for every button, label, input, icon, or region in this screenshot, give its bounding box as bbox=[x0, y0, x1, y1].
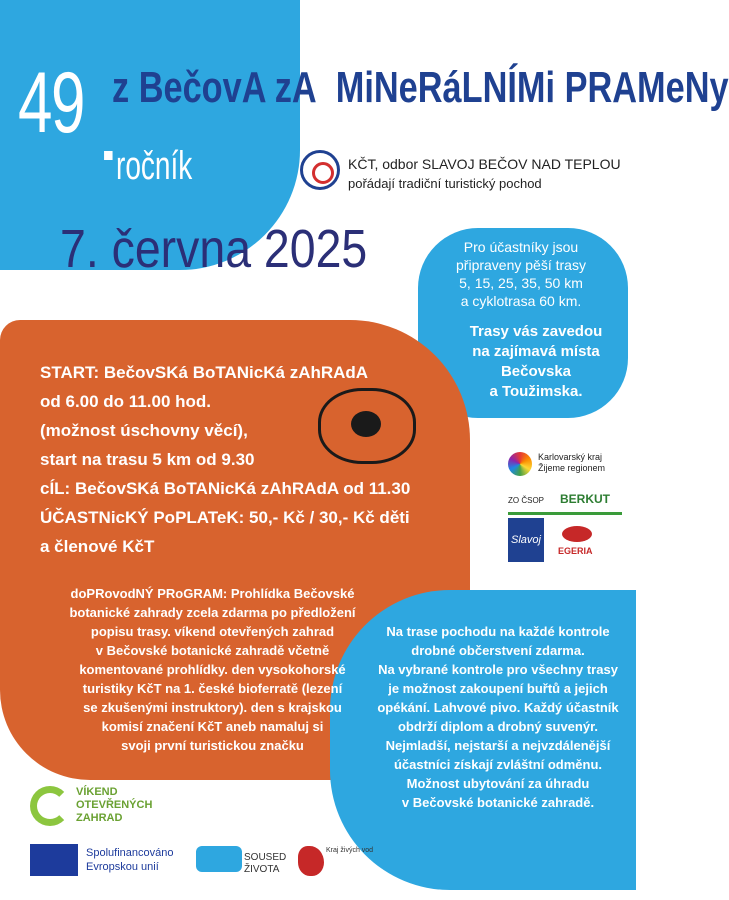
program-line: se zkušenými instruktory). den s krajskou bbox=[83, 700, 342, 715]
kct-club-logo-icon bbox=[300, 150, 340, 190]
routes-bold-line: Bečovska bbox=[500, 363, 572, 380]
kraj-zivych-vod-label: Kraj živých vod bbox=[326, 847, 374, 854]
program-line: v Bečovské botanické zahradě včetně bbox=[95, 643, 330, 658]
title-part1: z BečovA zA bbox=[112, 63, 317, 112]
edition-number: 49 bbox=[18, 55, 85, 151]
routes-line: a cyklotrasa 60 km. bbox=[460, 293, 582, 309]
kraj-zivych-vod-logo-icon bbox=[298, 846, 324, 876]
route-services-info bbox=[360, 622, 636, 812]
routes-bold-line: a Toužimska. bbox=[489, 383, 583, 400]
vikend-line: OTEVŘENÝCH bbox=[76, 799, 153, 811]
routes-bold-line: na zajímavá místa bbox=[472, 343, 600, 360]
service-line: Na trase pochodu na každé kontrole bbox=[386, 624, 610, 639]
vikend-zahrad-label bbox=[76, 786, 152, 825]
eu-line: Spolufinancováno bbox=[86, 847, 174, 859]
info-line: ÚČASTNicKÝ PoPLATeK: 50,- Kč / 30,- Kč děti bbox=[40, 508, 410, 527]
kv-line: Žijeme regionem bbox=[538, 463, 606, 473]
info-line: start na trasu 5 km od 9.30 bbox=[40, 450, 255, 469]
kv-line: Karlovarský kraj bbox=[538, 452, 603, 462]
info-line: START: BečovSKá BoTANicKá zAhRAdA bbox=[40, 363, 369, 382]
vikend-line: ZAHRAD bbox=[76, 812, 123, 824]
start-finish-info bbox=[40, 358, 470, 561]
soused-zivota-logo-icon bbox=[196, 846, 242, 872]
karlovarsky-kraj-logo-icon bbox=[508, 452, 532, 476]
karlovarsky-kraj-label bbox=[538, 452, 605, 474]
soused-line: SOUSED bbox=[244, 852, 287, 863]
berkut-prefix: ZO ČSOP bbox=[508, 496, 545, 505]
routes-info bbox=[426, 238, 616, 310]
egeria-logo-icon bbox=[562, 526, 592, 542]
event-date: 7. června 2025 bbox=[60, 219, 368, 279]
service-line: Možnost ubytování za úhradu bbox=[406, 776, 590, 791]
service-line: opékání. Lahvové pivo. Každý účastník bbox=[377, 700, 619, 715]
organizer-line1: KČT, odbor SLAVOJ BEČOV NAD TEPLOU bbox=[348, 156, 621, 172]
program-line: komisí značení KčT aneb namaluj si bbox=[101, 719, 324, 734]
info-line: (možnost úschovny věcí), bbox=[40, 421, 248, 440]
info-line: od 6.00 do 11.00 hod. bbox=[40, 392, 211, 411]
service-line: Nejmladší, nejstarší a nejvzdálenější bbox=[385, 738, 611, 753]
program-line: turistiky KčT na 1. české bioferratě (lezení bbox=[82, 681, 343, 696]
program-line: svoji první turistickou značku bbox=[121, 738, 304, 753]
berkut-label: BERKUT bbox=[560, 492, 610, 506]
vikend-line: VÍKEND bbox=[76, 786, 118, 798]
service-line: obdrží diplom a drobný suvenýr. bbox=[397, 719, 599, 734]
service-line: Na vybrané kontrole pro všechny trasy bbox=[378, 662, 618, 677]
edition-dot: . bbox=[100, 106, 117, 173]
eu-line: Evropskou unií bbox=[86, 861, 159, 873]
program-line: doPRovodNÝ PRoGRAM: Prohlídka Bečovské bbox=[70, 586, 355, 601]
program-info bbox=[40, 584, 385, 755]
service-line: v Bečovské botanické zahradě. bbox=[401, 795, 595, 810]
eu-flag-icon bbox=[30, 844, 78, 876]
botanic-garden-stamp-icon bbox=[318, 388, 416, 464]
egeria-label: EGERIA bbox=[558, 546, 593, 556]
routes-line: připraveny pěší trasy bbox=[456, 257, 586, 273]
routes-line: 5, 15, 25, 35, 50 km bbox=[459, 275, 583, 291]
program-line: popisu trasy. víkend otevřených zahrad bbox=[90, 624, 335, 639]
slavoj-logo: Slavoj bbox=[508, 518, 544, 562]
info-line: cÍL: BečovSKá BoTANicKá zAhRAdA od 11.30 bbox=[40, 479, 411, 498]
routes-line: Pro účastníky jsou bbox=[463, 239, 579, 255]
page-title bbox=[112, 63, 729, 112]
vikend-zahrad-logo-icon bbox=[30, 786, 70, 826]
title-part2: MiNeRáLNÍMi PRAMeNy bbox=[335, 63, 729, 112]
service-line: drobné občerstvení zdarma. bbox=[411, 643, 585, 658]
service-line: je možnost zakoupení buřtů a jejich bbox=[388, 681, 608, 696]
program-line: komentované prohlídky. den vysokohorské bbox=[79, 662, 346, 677]
info-line: a členové KčT bbox=[40, 537, 155, 556]
soused-zivota-label bbox=[244, 852, 286, 876]
routes-highlight bbox=[446, 322, 626, 402]
soused-line: ŽIVOTA bbox=[244, 864, 280, 875]
program-line: botanické zahrady zcela zdarma po předložení bbox=[69, 605, 356, 620]
routes-bold-line: Trasy vás zavedou bbox=[469, 323, 603, 340]
edition-label: ročník bbox=[116, 144, 193, 188]
eu-label bbox=[86, 846, 173, 874]
service-line: účastníci získají zvláštní odměnu. bbox=[393, 757, 603, 772]
organizer-line2: pořádají tradiční turistický pochod bbox=[348, 176, 542, 191]
